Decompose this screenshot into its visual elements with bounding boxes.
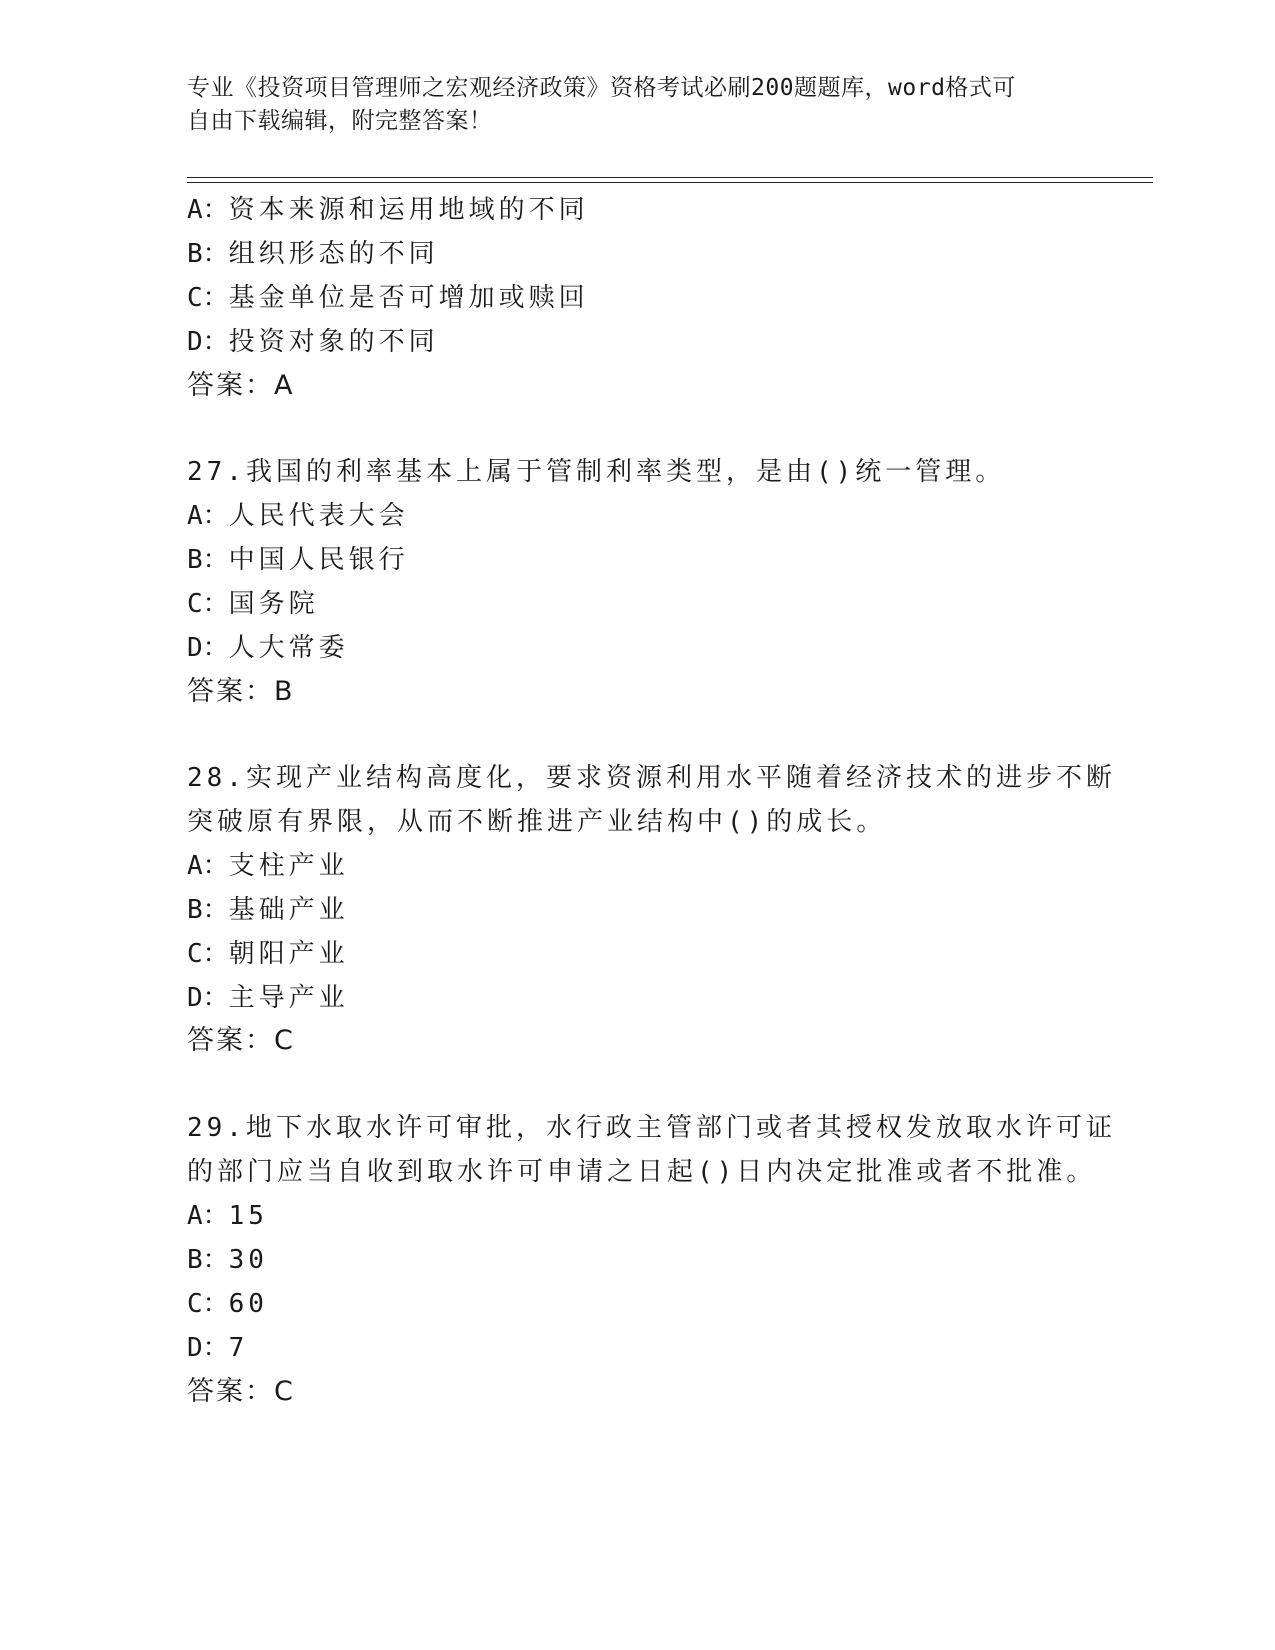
header-divider-bottom xyxy=(187,182,1153,183)
option-d xyxy=(187,982,349,1014)
option-d xyxy=(187,632,349,664)
option-b xyxy=(187,1244,268,1276)
option-text: 15 xyxy=(228,1201,268,1231)
option-c xyxy=(187,1288,268,1320)
option-label: D： xyxy=(187,327,229,357)
option-text: 国务院 xyxy=(228,589,319,619)
option-label: B： xyxy=(187,545,229,575)
option-text: 主导产业 xyxy=(228,983,349,1013)
option-label: B： xyxy=(187,239,229,269)
option-label: C： xyxy=(187,283,229,313)
option-text: 基金单位是否可增加或赎回 xyxy=(228,283,589,313)
option-text: 人民代表大会 xyxy=(228,501,409,531)
answer-line: 答案：C xyxy=(187,1025,295,1056)
question-stem-line-2: 突破原有界限，从而不断推进产业结构中()的成长。 xyxy=(187,807,887,837)
option-text: 资本来源和运用地域的不同 xyxy=(228,195,589,225)
option-c xyxy=(187,938,349,970)
header-line-1: 专业《投资项目管理师之宏观经济政策》资格考试必刷200题题库，word格式可 xyxy=(187,75,1016,101)
answer-line: 答案：C xyxy=(187,1376,295,1407)
option-label: A： xyxy=(187,851,229,881)
question-stem-line-1: 29.地下水取水许可审批，水行政主管部门或者其授权发放取水许可证 xyxy=(187,1113,1116,1143)
option-label: C： xyxy=(187,1289,229,1319)
option-label: A： xyxy=(187,195,229,225)
option-text: 人大常委 xyxy=(228,633,349,663)
question-stem-line-2: 的部门应当自收到取水许可申请之日起()日内决定批准或者不批准。 xyxy=(187,1157,1097,1187)
option-b xyxy=(187,238,439,270)
option-text: 30 xyxy=(228,1245,268,1275)
option-label: D： xyxy=(187,983,229,1013)
answer-line: 答案：A xyxy=(187,370,295,401)
option-text: 基础产业 xyxy=(228,895,349,925)
option-a xyxy=(187,500,409,532)
option-text: 中国人民银行 xyxy=(228,545,409,575)
option-b xyxy=(187,894,349,926)
option-d xyxy=(187,326,439,358)
header-divider-top xyxy=(187,177,1153,178)
option-c xyxy=(187,588,319,620)
option-text: 组织形态的不同 xyxy=(228,239,439,269)
question-stem-line-1: 28.实现产业结构高度化，要求资源利用水平随着经济技术的进步不断 xyxy=(187,763,1116,793)
option-a xyxy=(187,1200,268,1232)
option-label: B： xyxy=(187,895,229,925)
option-label: A： xyxy=(187,501,229,531)
option-label: B： xyxy=(187,1245,229,1275)
option-c xyxy=(187,282,589,314)
answer-line: 答案：B xyxy=(187,676,295,707)
option-text: 投资对象的不同 xyxy=(228,327,439,357)
document-header xyxy=(187,72,1087,138)
option-label: C： xyxy=(187,589,229,619)
question-stem: 27.我国的利率基本上属于管制利率类型，是由()统一管理。 xyxy=(187,457,1006,487)
option-text: 7 xyxy=(228,1333,249,1363)
option-text: 朝阳产业 xyxy=(228,939,349,969)
option-label: D： xyxy=(187,1333,229,1363)
option-a xyxy=(187,850,349,882)
option-b xyxy=(187,544,409,576)
option-label: C： xyxy=(187,939,229,969)
option-label: D： xyxy=(187,633,229,663)
option-text: 60 xyxy=(228,1289,268,1319)
header-line-2: 自由下载编辑，附完整答案！ xyxy=(187,108,493,134)
option-label: A： xyxy=(187,1201,229,1231)
option-a xyxy=(187,194,589,226)
option-d xyxy=(187,1332,248,1364)
option-text: 支柱产业 xyxy=(228,851,349,881)
